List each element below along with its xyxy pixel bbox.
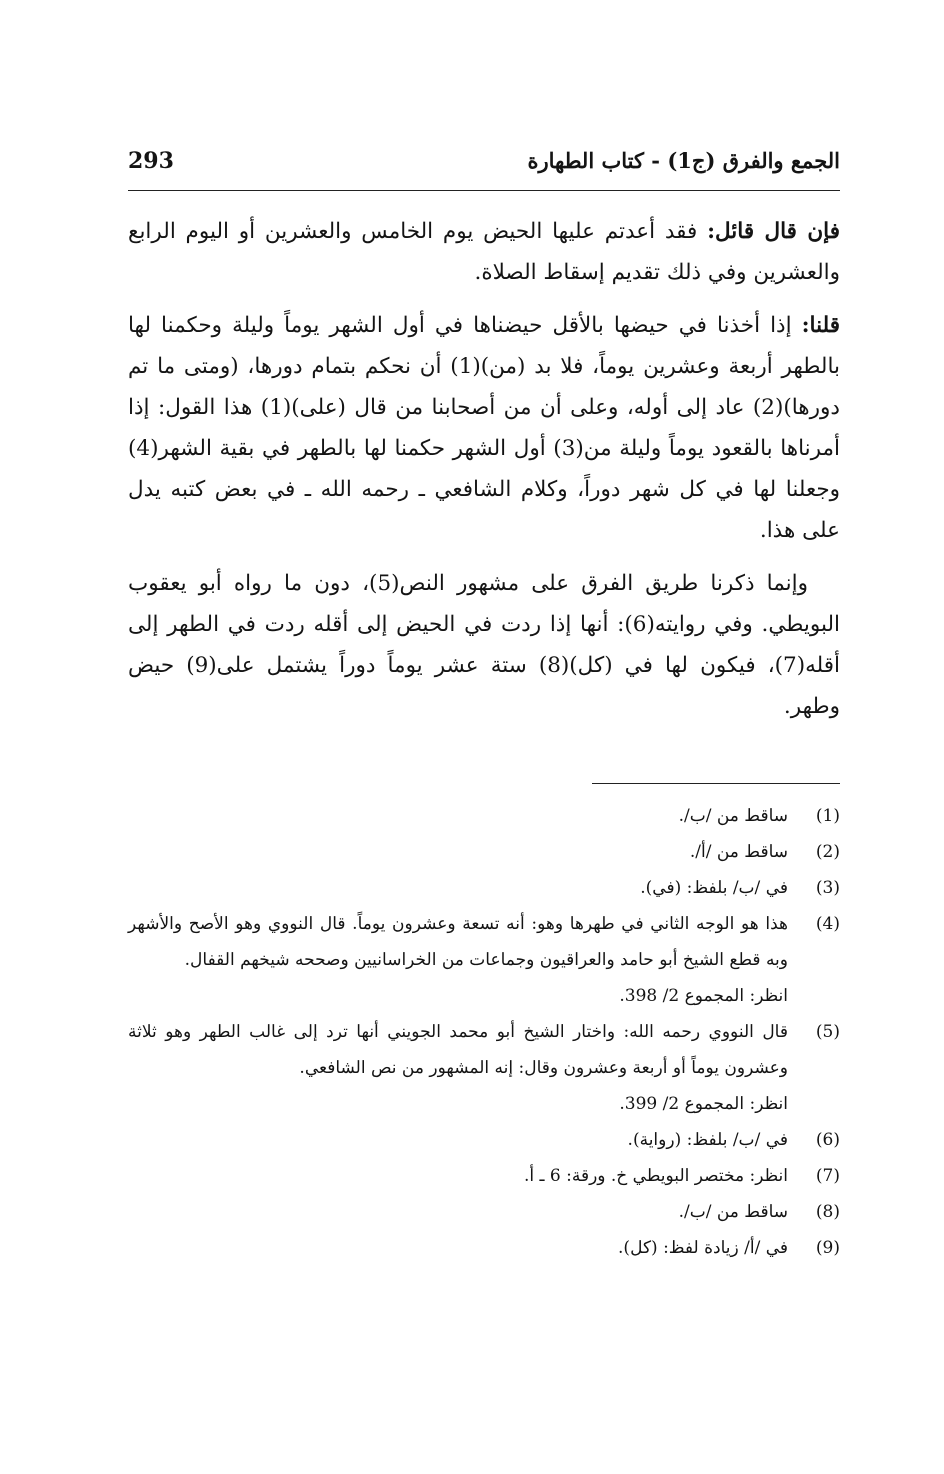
footnote-number: (1) — [815, 806, 840, 826]
footnote-number: (7) — [815, 1166, 840, 1186]
footnote-reference: انظر: المجموع 2/ 398. — [619, 986, 788, 1006]
footnote — [128, 870, 840, 906]
footnote-separator — [592, 783, 840, 784]
paragraph-note-on-text — [128, 563, 840, 727]
book-title: الجمع والفرق (ج1) - كتاب الطهارة — [527, 148, 840, 173]
footnote-text — [128, 1230, 788, 1266]
footnote — [128, 834, 840, 870]
paragraph-answer — [128, 305, 840, 551]
page-number: 293 — [128, 148, 174, 174]
footnote-line: ساقط من /ب/. — [678, 806, 788, 826]
footnote-number: (5) — [815, 1022, 840, 1042]
footnote-line: في /ب/ بلفظ: (في). — [640, 878, 788, 898]
footnote — [128, 1194, 840, 1230]
footnote-text — [128, 834, 788, 870]
footnote — [128, 798, 840, 834]
footnote-text — [128, 798, 788, 834]
footnote-text — [128, 906, 788, 1014]
footnote-number: (2) — [815, 842, 840, 862]
paragraph-lead: فإن قال قائل: — [707, 219, 840, 244]
footnote-line: ساقط من /أ/. — [689, 842, 788, 862]
running-header — [128, 148, 840, 191]
footnote-number: (8) — [815, 1202, 840, 1222]
main-text — [128, 211, 840, 727]
footnote-number: (6) — [815, 1130, 840, 1150]
page — [128, 148, 840, 1266]
footnote — [128, 1158, 840, 1194]
paragraph-body: إذا أخذنا في حيضها بالأقل حيضناها في أول الشهر يوماً وليلة وحكمنا لها بالطهر أربعة وعشرين يوماً، فلا بد (من)(1) أن نحكم بتمام دورها، (ومتى ما تم دورها)(2) عاد إلى أوله، وعلى أن من أصحابنا من قال (على)(1) هذا القول: إذا أمرناها بالقعود يوماً وليلة من(3) أول الشهر حكمنا لها بالطهر في بقية الشهر(4) وجعلنا لها في كل شهر دوراً، وكلام الشافعي ـ رحمه الله ـ في بعض كتبه يدل على هذا. — [128, 313, 841, 543]
footnote-line: في /أ/ زيادة لفظ: (كل). — [618, 1238, 788, 1258]
footnote-line: هذا هو الوجه الثاني في طهرها وهو: أنه تسعة وعشرون يوماً. قال النووي وهو الأصح والأشهر وبه قطع الشيخ أبو حامد والعراقيون وجماعات من الخراسانيين وصححه شيخهم القفال. — [128, 914, 788, 970]
footnote-line: قال النووي رحمه الله: واختار الشيخ أبو محمد الجويني أنها ترد إلى غالب الطهر وهو ثلاثة وعشرون يوماً أو أربعة وعشرون وقال: إنه المشهور من نص الشافعي. — [128, 1022, 788, 1078]
footnote-text — [128, 1014, 788, 1122]
footnote-line: في /ب/ بلفظ: (رواية). — [627, 1130, 788, 1150]
footnote — [128, 1230, 840, 1266]
footnote — [128, 1014, 840, 1122]
footnote-line: انظر: مختصر البويطي خ. ورقة: 6 ـ أ. — [523, 1166, 788, 1186]
paragraph-body: وإنما ذكرنا طريق الفرق على مشهور النص(5)، دون ما رواه أبو يعقوب البويطي. وفي روايته(6): أنها إذا ردت في الحيض إلى أقله ردت في الطهر إلى أقله(7)، فيكون لها في (كل)(8) ستة عشر يوماً دوراً يشتمل على(9) حيض وطهر. — [128, 571, 841, 719]
footnote-text — [128, 1122, 788, 1158]
footnote-number: (9) — [815, 1238, 840, 1258]
paragraph-lead: قلنا: — [801, 313, 840, 338]
footnote — [128, 906, 840, 1014]
footnote — [128, 1122, 840, 1158]
footnote-number: (4) — [815, 914, 840, 934]
footnote-text — [128, 870, 788, 906]
footnote-number: (3) — [815, 878, 840, 898]
footnotes — [128, 798, 840, 1266]
footnote-text — [128, 1194, 788, 1230]
paragraph-objection — [128, 211, 840, 293]
footnote-reference: انظر: المجموع 2/ 399. — [619, 1094, 788, 1114]
paragraph-body: فقد أعدتم عليها الحيض يوم الخامس والعشرين أو اليوم الرابع والعشرين وفي ذلك تقديم إسقاط الصلاة. — [128, 219, 840, 285]
footnote-line: ساقط من /ب/. — [678, 1202, 788, 1222]
footnote-text — [128, 1158, 788, 1194]
